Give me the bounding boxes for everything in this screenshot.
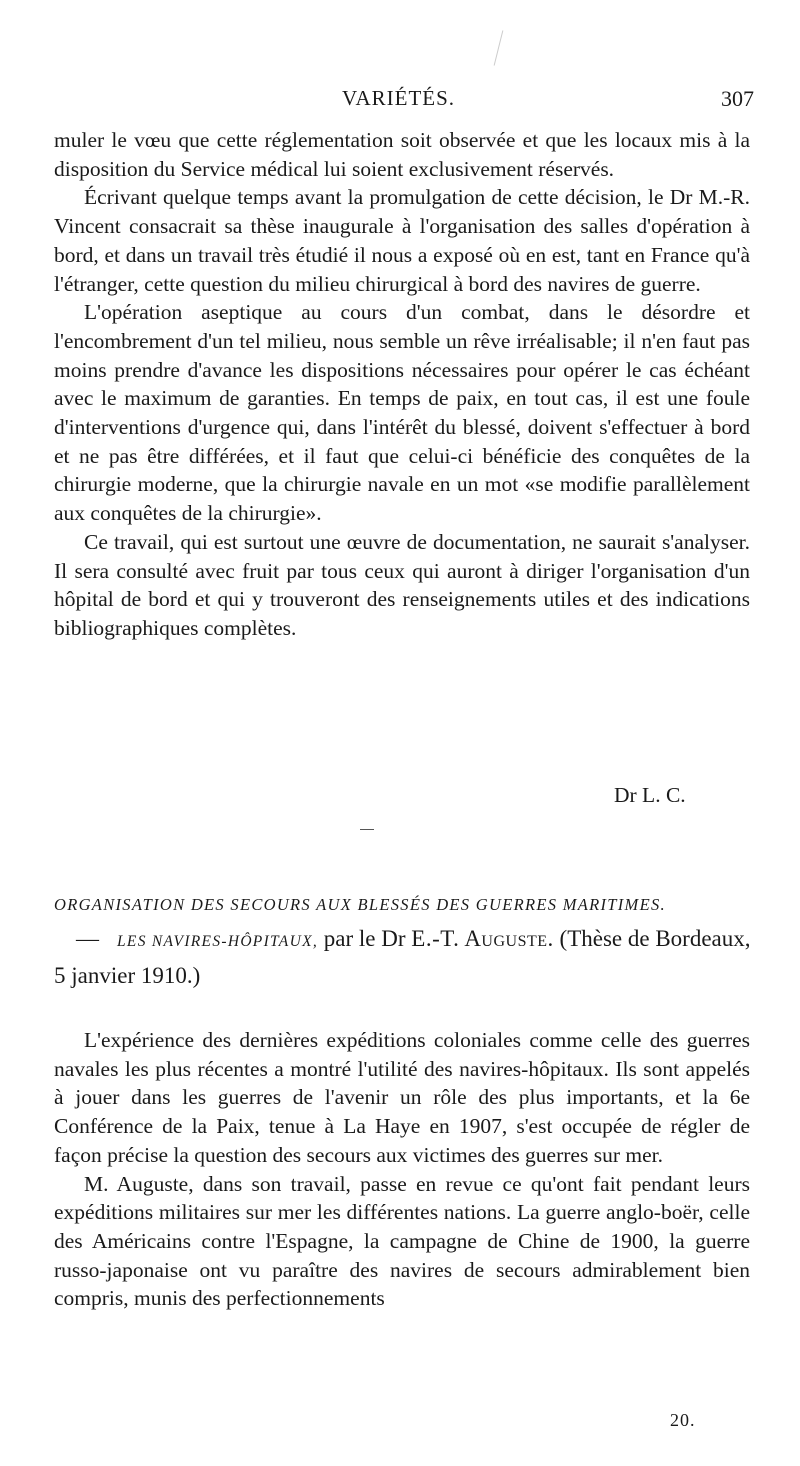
paragraph: muler le vœu que cette réglementation soit observée et que les locaux mis à la disposition du Service médical lui soient exclusivement réservés. xyxy=(54,128,750,181)
running-title: VARIÉTÉS. xyxy=(342,86,456,110)
page-header xyxy=(54,86,754,116)
signature: Dr L. C. xyxy=(614,783,686,807)
review-subheading xyxy=(54,922,764,993)
em-dash: — xyxy=(76,926,99,951)
paragraph: L'opération aseptique au cours d'un combat, dans le désordre et l'encombrement d'un tel milieu, nous semble un rêve irréalisable; il n'en faut pas moins prendre d'avance les dispositions nécessaires pour opérer le cas échéant avec le maximum de garanties. En temps de paix, en tout cas, il est une foule d'interventions d'urgence qui, dans l'intérêt du blessé, doivent s'effectuer à bord et ne pas être différées, et il faut que celui-ci bénéficie des conquêtes de la chirurgie moderne, que la chirurgie navale en un mot «se modifie parallèlement aux conquêtes de la chirurgie». xyxy=(54,300,750,526)
page-number: 307 xyxy=(721,86,754,111)
subtitle: LES NAVIRES-HÔPITAUX, xyxy=(117,933,319,950)
sheet-signature-mark: 20. xyxy=(670,1410,696,1430)
section-divider xyxy=(360,829,374,830)
paragraph: Ce travail, qui est surtout une œuvre de documentation, ne saurait s'analyser. Il sera consulté avec fruit par tous ceux qui auront à diriger l'organisation d'un hôpital de bord et qui y trouveront des renseignements utiles et des indications bibliographiques complètes. xyxy=(54,529,750,640)
review-auguste-text xyxy=(54,1026,750,1313)
review-heading: ORGANISATION DES SECOURS AUX BLESSÉS DES GUERRES MARITIMES. xyxy=(54,895,666,914)
paper-scratch xyxy=(494,30,504,65)
author-name: E.-T. Auguste. xyxy=(411,926,554,951)
paragraph: L'expérience des dernières expéditions coloniales comme celle des guerres navales les plus récentes a montré l'utilité des navires-hôpitaux. Ils sont appelés à jouer dans les guerres de l'avenir un rôle des plus importants, et la 6e Conférence de la Paix, tenue à La Haye en 1907, s'est occupée de régler de façon précise la question des secours aux victimes des guerres sur mer. xyxy=(54,1028,750,1167)
paragraph: Écrivant quelque temps avant la promulgation de cette décision, le Dr M.-R. Vincent consacrait sa thèse inaugurale à l'organisation des salles d'opération à bord, et dans un travail très étudié il nous a exposé où en est, tant en France qu'à l'étranger, cette question du milieu chirurgical à bord des navires de guerre. xyxy=(54,185,750,296)
review-vincent-text xyxy=(54,126,750,643)
thesis-reference: (Thèse de Bordeaux, 5 janvier 1910.) xyxy=(54,926,751,988)
paragraph: M. Auguste, dans son travail, passe en revue ce qu'ont fait pendant leurs expéditions militaires sur mer les différentes nations. La guerre anglo-boër, celle des Américains contre l'Espagne, la campagne de Chine de 1900, la guerre russo-japonaise ont vu paraître des navires de secours admirablement bien compris, munis des perfectionnements xyxy=(54,1171,750,1311)
by-author-label: par le Dr xyxy=(323,926,406,951)
